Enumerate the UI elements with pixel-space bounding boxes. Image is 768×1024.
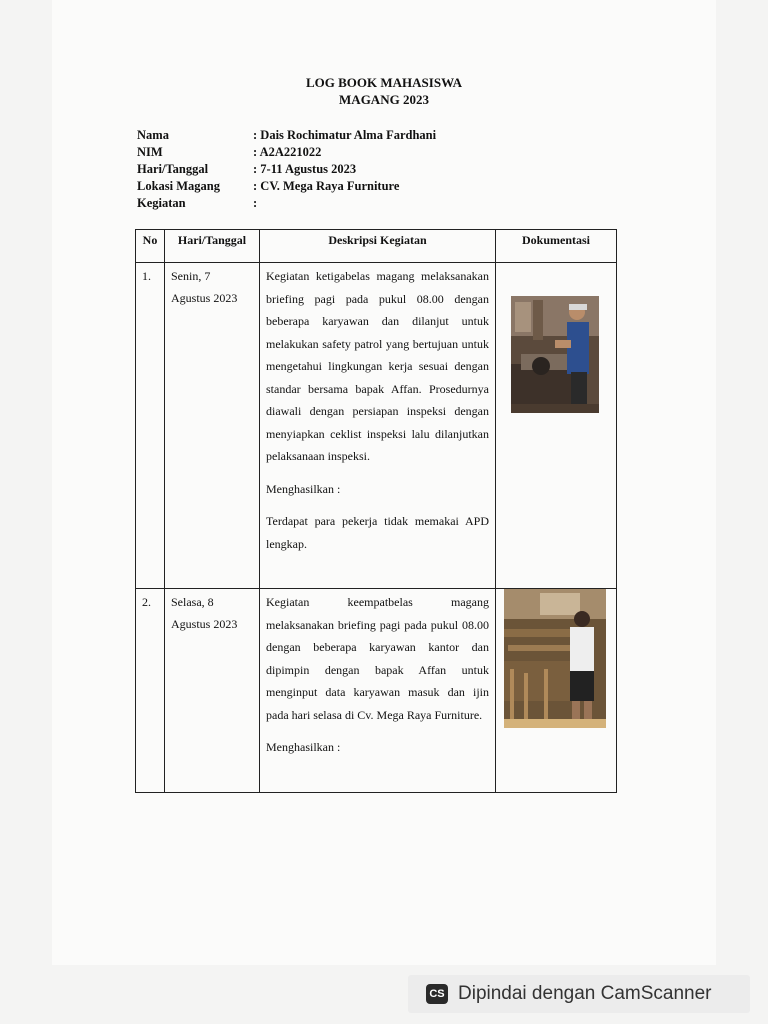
table-row (136, 589, 617, 793)
camscanner-watermark (408, 975, 750, 1013)
info-row-location (137, 178, 436, 195)
header-description: Deskripsi Kegiatan (260, 230, 496, 263)
info-value: : CV. Mega Raya Furniture (253, 179, 400, 193)
row-day-line2: Agustus 2023 (171, 617, 238, 631)
info-value: : A2A221022 (253, 145, 322, 159)
header-day: Hari/Tanggal (165, 230, 260, 263)
info-label: Hari/Tanggal (137, 162, 209, 176)
info-row-activity (137, 195, 436, 212)
result-label: Menghasilkan : (266, 740, 341, 754)
row-day-line1: Selasa, 8 (171, 595, 214, 609)
info-row-nama (137, 127, 436, 144)
row-number: 1. (136, 263, 165, 589)
description-text: Kegiatan ketigabelas magang melaksanakan briefing pagi pada pukul 08.00 dengan beberapa karyawan dan dilanjut untuk melakukan safety patrol yang bertujuan untuk mengetahui lingkungan kerja sesuai dengan standar bersama bapak Affan. Prosedurnya diawali dengan persiapan inspeksi dengan menyiapkan ceklist inspeksi lalu dilanjutkan pelaksanaan inspeksi. (266, 269, 489, 463)
info-value: : Dais Rochimatur Alma Fardhani (253, 128, 437, 142)
result-text: Terdapat para pekerja tidak memakai APD lengkap. (266, 514, 489, 551)
description-text: Kegiatan keempatbelas magang melaksanakan briefing pagi pada pukul 08.00 dengan beberapa karyawan kantor dan dipimpin dengan bapak Affan untuk menginput data karyawan masuk dan ijin pada hari selasa di Cv. Mega Raya Furniture. (266, 595, 489, 722)
table-row (136, 263, 617, 589)
logbook-table (135, 229, 617, 793)
info-label: Nama (137, 128, 169, 142)
student-info (137, 127, 436, 212)
row-day-line2: Agustus 2023 (171, 291, 238, 305)
info-row-date (137, 161, 436, 178)
documentation-photo (511, 296, 599, 413)
header-no: No (136, 230, 165, 263)
document-title (0, 74, 768, 108)
row-documentation (496, 263, 617, 589)
row-day (165, 589, 260, 793)
title-line-1: LOG BOOK MAHASISWA (305, 75, 463, 90)
row-documentation (496, 589, 617, 793)
info-label: Lokasi Magang (137, 179, 221, 193)
row-day-line1: Senin, 7 (171, 269, 211, 283)
camscanner-logo-icon: CS (426, 984, 448, 1004)
documentation-photo (504, 589, 606, 728)
info-value: : 7-11 Agustus 2023 (253, 162, 357, 176)
title-line-2: MAGANG 2023 (339, 92, 429, 107)
info-label: Kegiatan (137, 196, 186, 210)
row-description (260, 263, 496, 589)
row-number: 2. (136, 589, 165, 793)
table-header-row (136, 230, 617, 263)
camscanner-text: Dipindai dengan CamScanner (458, 983, 712, 1004)
header-documentation: Dokumentasi (496, 230, 617, 263)
info-value: : (253, 196, 258, 210)
row-day (165, 263, 260, 589)
result-label: Menghasilkan : (266, 481, 341, 496)
info-row-nim (137, 144, 436, 161)
row-description (260, 589, 496, 793)
info-label: NIM (137, 145, 163, 159)
